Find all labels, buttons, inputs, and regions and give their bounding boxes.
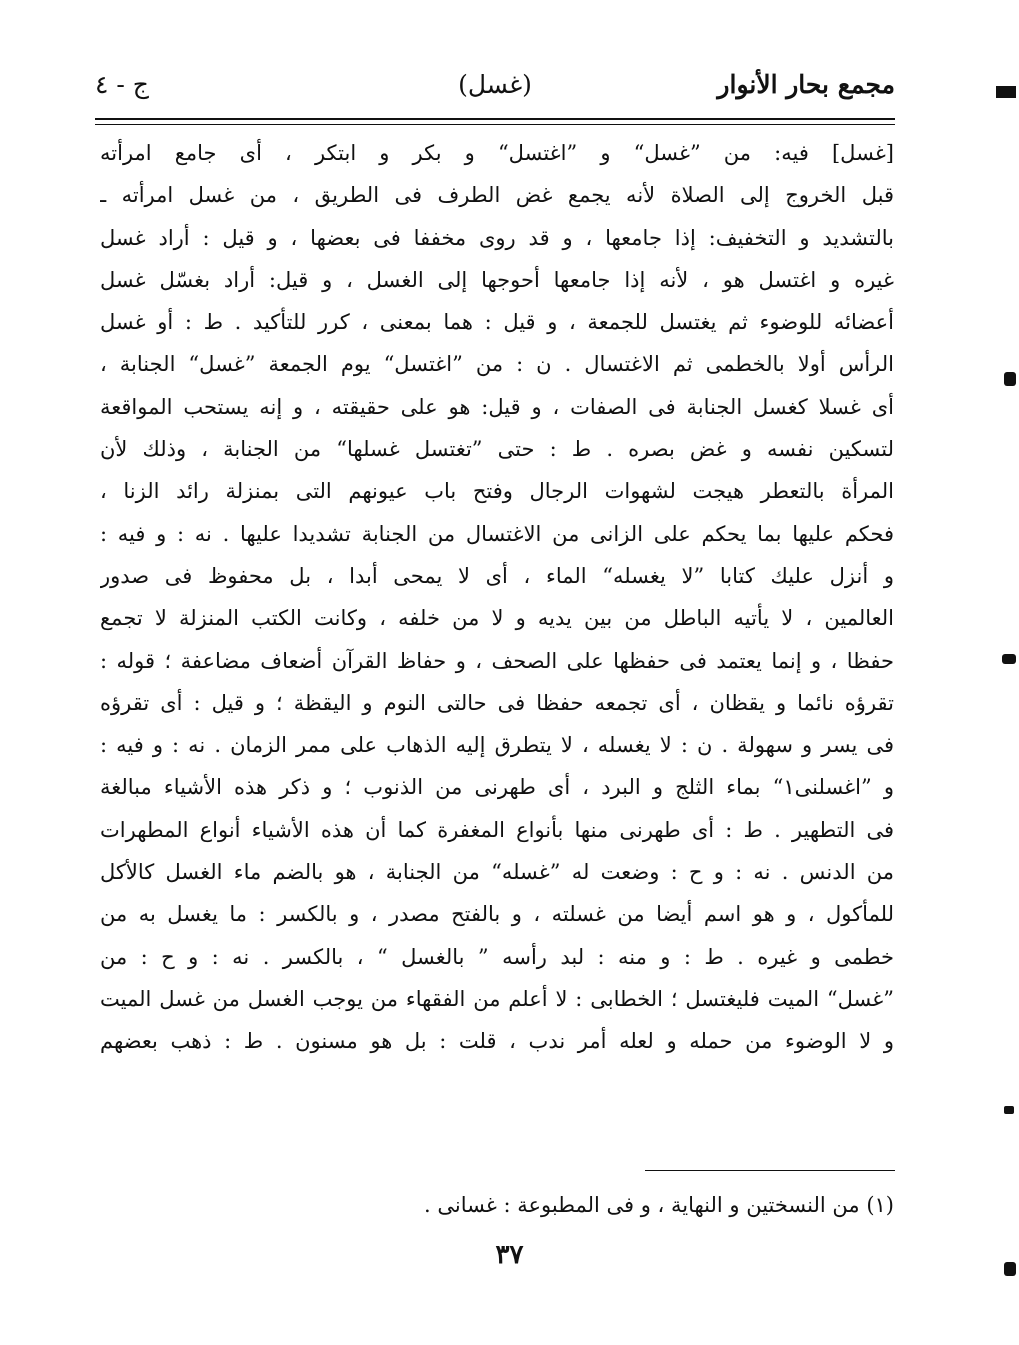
text-line: حفظا ، و إنما يعتمد فى حفظها على الصحف ، و حفاظ القرآن أضعاف مضاعفة ؛ قوله : (100, 648, 894, 673)
text-line: و لا الوضوء من حمله و لعله أمر ندب ، قلت : بل هو مسنون . ط : ذهب بعضهم (100, 1029, 894, 1054)
text-line: و أنزل عليك كتابا ”لا يغسله“ الماء ، أى لا يمحى أبدا ، بل محفوظ فى صدور (100, 563, 894, 588)
book-title: مجمع بحار الأنوار (717, 70, 895, 99)
text-line: فى التطهير . ط : أى طهرنى منها بأنواع المغفرة كما أن هذه الأشياء أنواع المطهرات (100, 817, 894, 842)
text-line: فى يسر و سهولة . ن : لا يغسله ، لا يتطرق إليه الذهاب على ممر الزمان . نه : و فيه : (100, 733, 894, 758)
text-line: العالمين ، لا يأتيه الباطل من بين يديه و لا من خلفه ، وكانت الكتب المنزلة لا تجمع (100, 606, 894, 631)
scan-edge-mark (996, 86, 1016, 98)
scan-edge-mark (1002, 654, 1016, 664)
text-line: فحكم عليها بما يحكم على الزانى من الاغتسال من الجنابة تشديدا عليها . نه : و فيه : (100, 521, 894, 546)
text-line: المرأة بالتعطر هيجت لشهوات الرجال وفتح باب عيونهم التى بمنزلة رائد الزنا ، (100, 479, 894, 504)
text-line: للمأكول ، و هو اسم أيضا من غسلته ، و بالفتح مصدر ، و بالكسر : ما يغسل به من (100, 902, 894, 927)
text-line: من الدنس . نه : و ح : وضعت له ”غسله“ من الجنابة ، هو بالضم ماء الغسل كالأكل (100, 860, 894, 885)
text-line: تقرؤه نائما و يقظان ، أى تجمعه حفظا فى حالتى النوم و اليقظة ؛ و قيل : أى تقرؤه (100, 690, 894, 715)
text-line: غيره و اغتسل هو ، لأنه إذا جامعها أحوجها إلى الغسل ، و قيل: أراد بغسّل غسل (100, 267, 894, 292)
header-rule (95, 118, 895, 120)
main-text (100, 132, 894, 1063)
text-line: الرأس أولا بالخطمى ثم الاغتسال . ن : من ”اغتسل“ يوم الجمعة ”غسل“ الجنابة ، (100, 352, 894, 377)
text-line: [غسل] فيه: من ”غسل“ و ”اغتسل“ و بكر و ابتكر ، أى جامع امرأته (100, 141, 894, 165)
text-line: بالتشديد و التخفيف: إذا جامعها ، و قد روى مخففا فى بعضها ، و قيل : أراد غسل (100, 225, 894, 250)
header-rule-thin (95, 124, 895, 125)
scan-edge-mark (1004, 372, 1016, 386)
text-line: و ”اغسلنى١“ بماء الثلج و البرد ، أى طهرنى من الذنوب ؛ و ذكر هذه الأشياء مبالغة (100, 775, 894, 800)
text-line: لتسكين نفسه و غض بصره . ط : حتى ”تغتسل غسلها“ من الجنابة ، وذلك لأن (100, 437, 894, 462)
text-line: أعضائه للوضوء ثم يغتسل للجمعة ، و قيل : هما بمعنى ، كرر للتأكيد . ط : أو غسل (100, 310, 894, 335)
scan-edge-mark (1004, 1106, 1014, 1114)
page-number: ٣٧ (495, 1240, 524, 1270)
entry-heading: (غسل) (458, 70, 532, 99)
running-header (95, 62, 895, 112)
text-line: أى غسلا كغسل الجنابة فى الصفات ، و قيل: هو على حقيقته ، و إنه يستحب المواقعة (100, 394, 894, 419)
text-line: قبل الخروج إلى الصلاة لأنه يجمع غض الطرف فى الطريق ، من غسل امرأته ـ (100, 183, 894, 208)
footnote: (١) من النسختين و النهاية ، و فى المطبوعة : غسانى . (424, 1193, 894, 1217)
text-line: ”غسل“ الميت فليغتسل ؛ الخطابى : لا أعلم من الفقهاء من يوجب الغسل من غسل الميت (100, 986, 894, 1011)
text-line: خطمى و غيره . ط : و منه : لبد رأسه ” بالغسل “ ، بالكسر . نه : و ح : من (100, 944, 894, 969)
footnote-rule (645, 1170, 895, 1171)
volume-label: ج - ٤ (95, 70, 149, 99)
scan-edge-mark (1004, 1262, 1016, 1276)
